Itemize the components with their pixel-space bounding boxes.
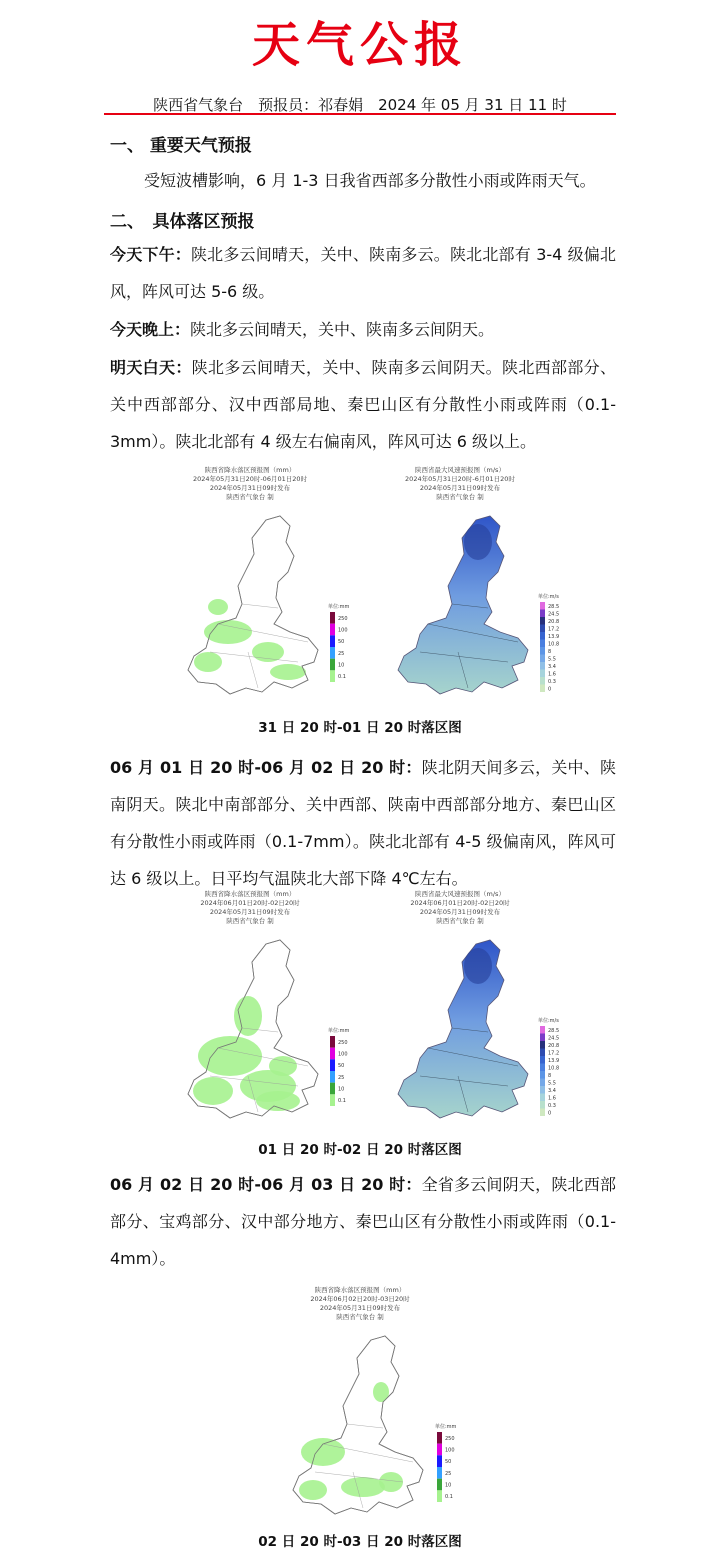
legend-label: 28.5 <box>548 603 560 610</box>
map-title: 陕西省降水落区预报图（mm） 2024年05月31日20时-06月01日20时 2024年05月31日09时发布 陕西省气象台 制 <box>192 466 307 501</box>
rain-area <box>198 1036 262 1076</box>
forecast-afternoon <box>110 236 616 310</box>
legend-label: 0.1 <box>338 1098 346 1105</box>
legend-swatch <box>330 1036 335 1048</box>
legend-swatch <box>330 1094 335 1106</box>
rain-area <box>208 599 228 615</box>
legend-swatch <box>437 1479 442 1491</box>
figure-caption-2: 01 日 20 时-02 日 20 时落区图 <box>258 1142 462 1158</box>
legend-label: 50 <box>338 1063 345 1070</box>
legend-label: 24.5 <box>548 1035 560 1042</box>
forecast-label: 06 月 01 日 20 时-06 月 02 日 20 时： <box>110 758 422 777</box>
legend-swatch <box>330 1048 335 1060</box>
legend-swatch <box>330 1071 335 1083</box>
legend-label: 0 <box>548 1110 552 1117</box>
map-title: 陕西省降水落区预报图（mm） 2024年06月02日20时-03日20时 2024年05月31日09时发布 陕西省气象台 制 <box>310 1286 410 1321</box>
rain-area <box>234 996 262 1036</box>
legend-label: 250 <box>338 1039 348 1046</box>
legend-swatch <box>330 647 335 659</box>
figure-caption-1: 31 日 20 时-01 日 20 时落区图 <box>258 720 462 736</box>
legend-label: 17.2 <box>548 1050 560 1057</box>
rain-area <box>301 1438 345 1466</box>
legend-label: 250 <box>338 615 348 622</box>
forecast-day2 <box>110 749 616 897</box>
rain-area <box>341 1477 385 1497</box>
legend-label: 100 <box>445 1447 455 1454</box>
forecast-label: 今天晚上： <box>110 320 191 339</box>
legend-swatch <box>437 1455 442 1467</box>
section-text-important: 受短波槽影响，6 月 1-3 日我省西部多分散性小雨或阵雨天气。 <box>144 171 596 190</box>
legend-label: 3.4 <box>548 663 556 670</box>
legend-label: 13.9 <box>548 1057 560 1064</box>
svg-text:单位:m/s: 单位:m/s <box>538 1018 559 1024</box>
legend-label: 10 <box>338 1086 345 1093</box>
legend-label: 5.5 <box>548 656 556 663</box>
rain-area <box>256 1091 300 1111</box>
legend-swatch <box>540 685 545 693</box>
legend-swatch <box>330 1083 335 1095</box>
legend-swatch <box>540 1079 545 1087</box>
legend-swatch <box>540 610 545 618</box>
legend-swatch <box>540 602 545 610</box>
wind-map-graphic <box>360 926 560 1126</box>
legend-swatch <box>540 1041 545 1049</box>
legend-label: 8 <box>548 648 552 655</box>
map-title: 陕西省降水落区预报图（mm） 2024年06月01日20时-02日20时 2024年05月31日09时发布 陕西省气象台 制 <box>200 890 300 925</box>
bulletin-title: 天气公报 <box>251 17 468 73</box>
rain-map-2 <box>150 890 350 1130</box>
legend-label: 24.5 <box>548 611 560 618</box>
legend-swatch <box>540 1056 545 1064</box>
forecast-text: 陕北多云间晴天，关中、陕南多云间阴天。陕北西部部分、关中西部部分、汉中西部局地、秦巴山区有分散性小雨或阵雨（0.1-3mm）。陕北北部有 4 级左右偏南风，阵风可达 6 级以上。 <box>110 358 616 451</box>
legend-swatch <box>540 1064 545 1072</box>
legend-label: 1.6 <box>548 671 556 678</box>
forecast-tomorrow <box>110 349 616 460</box>
legend-label: 13.9 <box>548 633 560 640</box>
rain-map-1 <box>150 466 350 706</box>
rain-map-graphic <box>150 926 350 1126</box>
legend-label: 0.1 <box>338 674 346 681</box>
bulletin-meta: 陕西省气象台 预报员：祁春娟 2024 年 05 月 31 日 11 时 <box>153 96 567 114</box>
legend-swatch <box>540 1094 545 1102</box>
rain-area <box>193 1077 233 1105</box>
wind-map-1 <box>360 466 560 706</box>
legend-swatch <box>540 1101 545 1109</box>
svg-text:单位:mm: 单位:mm <box>328 604 350 610</box>
legend-swatch <box>437 1432 442 1444</box>
rain-map-3 <box>255 1286 465 1526</box>
legend-label: 100 <box>338 627 348 634</box>
forecast-text: 陕北多云间晴天，关中、陕南多云。陕北北部有 3-4 级偏北风，阵风可达 5-6 级。 <box>110 245 616 301</box>
legend-swatch <box>540 670 545 678</box>
legend-label: 100 <box>338 1051 348 1058</box>
rain-area <box>194 652 222 672</box>
legend-label: 20.8 <box>548 618 560 625</box>
forecast-text: 陕北阴天间多云，关中、陕南阴天。陕北中南部部分、关中西部、陕南中西部部分地方、秦巴山区有分散性小雨或阵雨（0.1-7mm）。陕北北部有 4-5 级偏南风，阵风可达 6 级以上。日平均气温陕北大部下降 4℃左右。 <box>110 758 616 888</box>
legend-label: 1.6 <box>548 1095 556 1102</box>
legend-label: 10.8 <box>548 1065 560 1072</box>
legend-swatch <box>437 1490 442 1502</box>
svg-text:单位:m/s: 单位:m/s <box>538 594 559 600</box>
legend-swatch <box>540 1086 545 1094</box>
rain-map-graphic <box>255 1322 465 1522</box>
legend-swatch <box>437 1467 442 1479</box>
section-heading-important: 一、 重要天气预报 <box>110 136 252 156</box>
legend-swatch <box>540 662 545 670</box>
legend-swatch <box>330 624 335 636</box>
legend-label: 10.8 <box>548 641 560 648</box>
rain-area <box>270 664 306 680</box>
legend-label: 10 <box>338 662 345 669</box>
legend-swatch <box>540 1026 545 1034</box>
rain-area <box>373 1382 389 1402</box>
legend-swatch <box>540 647 545 655</box>
legend-swatch <box>540 1071 545 1079</box>
legend-label: 0.3 <box>548 678 556 685</box>
forecast-label: 今天下午： <box>110 245 191 264</box>
legend-label: 20.8 <box>548 1042 560 1049</box>
legend-label: 0 <box>548 686 552 693</box>
legend-swatch <box>330 670 335 682</box>
legend-swatch <box>330 659 335 671</box>
legend-swatch <box>540 625 545 633</box>
forecast-label: 06 月 02 日 20 时-06 月 03 日 20 时： <box>110 1175 422 1194</box>
legend-label: 25 <box>338 1074 345 1081</box>
map-title: 陕西省最大风速预报图（m/s） 2024年06月01日20时-02日20时 2024年05月31日09时发布 陕西省气象台 制 <box>410 890 510 925</box>
wind-high-area <box>464 524 492 560</box>
legend-label: 5.5 <box>548 1080 556 1087</box>
wind-map-2 <box>360 890 560 1130</box>
rain-area <box>379 1472 403 1492</box>
legend-swatch <box>540 617 545 625</box>
legend-swatch <box>330 612 335 624</box>
legend-label: 0.3 <box>548 1102 556 1109</box>
legend-swatch <box>330 1059 335 1071</box>
legend-label: 50 <box>445 1459 452 1466</box>
section-heading-detail: 二、 具体落区预报 <box>110 212 255 232</box>
legend-swatch <box>540 677 545 685</box>
forecast-text: 陕北多云间晴天，关中、陕南多云间阴天。 <box>190 320 495 339</box>
legend-label: 8 <box>548 1072 552 1079</box>
legend-label: 3.4 <box>548 1087 556 1094</box>
legend-swatch <box>540 1109 545 1117</box>
legend-label: 250 <box>445 1435 455 1442</box>
legend-swatch <box>540 640 545 648</box>
map-title: 陕西省最大风速预报图（m/s） 2024年05月31日20时-6月01日20时 2024年05月31日09时发布 陕西省气象台 制 <box>405 466 515 501</box>
legend-label: 25 <box>445 1470 452 1477</box>
legend-label: 10 <box>445 1482 452 1489</box>
forecast-label: 明天白天： <box>110 358 192 377</box>
wind-map-graphic <box>360 502 560 702</box>
wind-high-area <box>464 948 492 984</box>
legend-swatch <box>540 655 545 663</box>
legend-label: 17.2 <box>548 626 560 633</box>
header-divider <box>104 113 616 115</box>
forecast-evening <box>110 311 616 348</box>
forecast-day3 <box>110 1166 616 1277</box>
rain-area <box>299 1480 327 1500</box>
forecast-text: 全省多云间阴天，陕北西部部分、宝鸡部分、汉中部分地方、秦巴山区有分散性小雨或阵雨（0.1-4mm）。 <box>110 1175 616 1268</box>
svg-text:单位:mm: 单位:mm <box>435 1424 457 1430</box>
legend-swatch <box>540 1049 545 1057</box>
legend-label: 28.5 <box>548 1027 560 1034</box>
legend-swatch <box>540 1034 545 1042</box>
svg-text:单位:mm: 单位:mm <box>328 1028 350 1034</box>
legend-label: 25 <box>338 650 345 657</box>
legend-label: 0.1 <box>445 1494 453 1501</box>
legend-label: 50 <box>338 639 345 646</box>
legend-swatch <box>540 632 545 640</box>
rain-map-graphic <box>150 502 350 702</box>
legend-swatch <box>437 1444 442 1456</box>
legend-swatch <box>330 635 335 647</box>
rain-area <box>252 642 284 662</box>
figure-caption-3: 02 日 20 时-03 日 20 时落区图 <box>258 1534 462 1550</box>
